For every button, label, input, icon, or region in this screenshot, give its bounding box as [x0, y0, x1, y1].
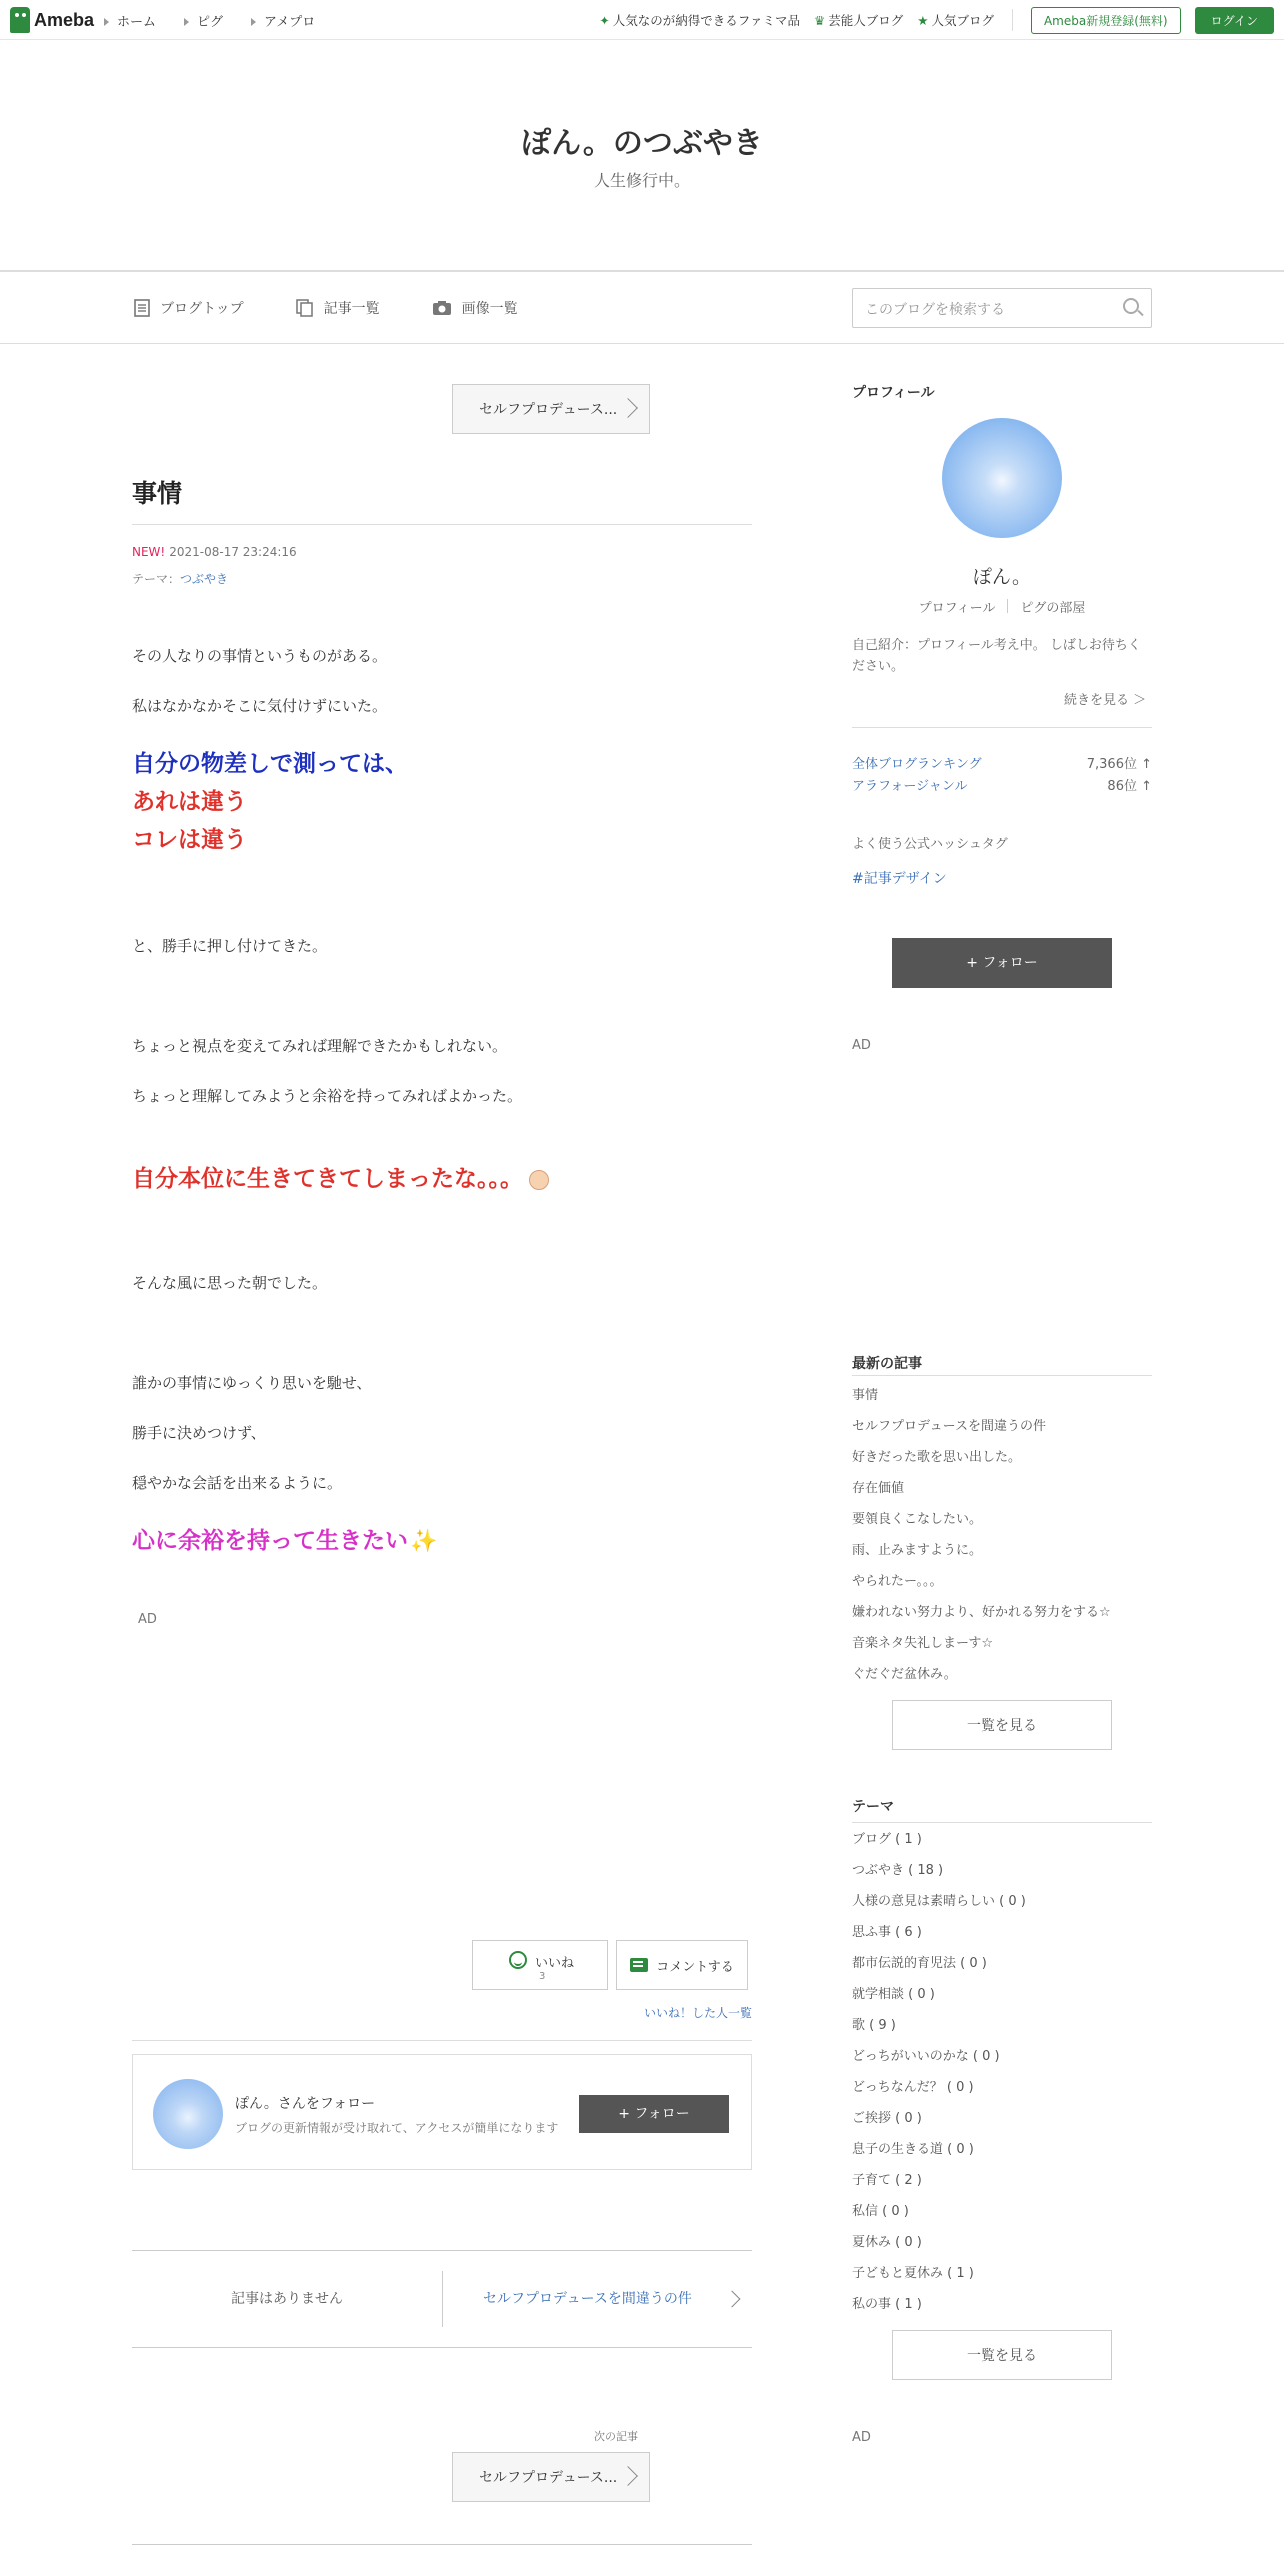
pig-room-link[interactable]: ピグの部屋 — [1020, 601, 1086, 616]
blog-subtitle: 人生修行中。 — [593, 171, 690, 190]
nav-home[interactable] — [104, 11, 156, 30]
theme-item[interactable]: 都市伝説的育児法 ( 0 ) — [852, 1956, 987, 1971]
promo-popular-blog[interactable] — [917, 11, 994, 29]
global-promos — [599, 0, 1274, 40]
latest-item[interactable]: セルフプロデュースを間違うの件 — [852, 1419, 1046, 1434]
theme-more-button[interactable]: 一覧を見る — [892, 2330, 1112, 2380]
promo-celebrity-label: 芸能人ブログ — [828, 13, 904, 28]
smile-icon — [509, 1951, 527, 1969]
profile-links — [852, 597, 1152, 616]
profile-intro: 自己紹介：プロフィール考え中。 しばしお待ちください。 — [852, 638, 1141, 674]
next-article-link-label: セルフプロデュースを間違うの件 — [483, 2291, 692, 2307]
nav-image-list[interactable] — [432, 298, 518, 318]
liked-users-link[interactable]: いいね！した人一覧 — [644, 2006, 753, 2020]
ameba-logo-icon — [10, 7, 30, 33]
promo-famima[interactable] — [599, 11, 800, 29]
ranking-label[interactable]: 全体ブログランキング — [852, 757, 982, 772]
like-count: 3 — [539, 1971, 546, 1982]
search-icon[interactable] — [1123, 298, 1139, 314]
nav-blog-top[interactable] — [134, 298, 244, 318]
ranking-value: 86位 ↑ — [1107, 779, 1152, 794]
latest-heading: 最新の記事 — [852, 1356, 922, 1372]
profile-avatar[interactable] — [942, 418, 1062, 538]
theme-item[interactable]: ご挨拶 ( 0 ) — [852, 2111, 922, 2126]
latest-item[interactable]: ぐだぐだ盆休み。 — [852, 1667, 957, 1682]
chevron-right-icon — [618, 398, 638, 418]
body-emphasis-text: 心に余裕を持って生きたい — [132, 1528, 408, 1554]
profile-link[interactable]: プロフィール — [918, 601, 996, 616]
divider — [852, 727, 1152, 728]
nav-amepro-label: アメプロ — [264, 14, 316, 30]
sparkles-emoji-icon: ✨ — [410, 1529, 438, 1554]
body-paragraph: 勝手に決めつけず、 — [132, 1424, 266, 1442]
ad-label: AD — [852, 2430, 871, 2445]
blog-nav-items — [134, 272, 518, 344]
next-article-button-bottom[interactable] — [452, 2452, 650, 2502]
body-emphasis-red: コレは違う — [132, 827, 247, 853]
triangle-icon — [251, 18, 256, 26]
body-emphasis-blue: 自分の物差しで測っては、 — [132, 751, 408, 777]
ad-label: AD — [138, 1612, 157, 1627]
ranking-row — [852, 775, 1152, 794]
document-icon — [134, 299, 150, 317]
body-emphasis-red: あれは違う — [132, 789, 247, 815]
promo-popular-label: 人気ブログ — [931, 13, 994, 28]
body-paragraph: 誰かの事情にゆっくり思いを馳せ、 — [132, 1374, 372, 1392]
follow-box — [132, 2054, 752, 2170]
nav-blog-top-label: ブログトップ — [160, 301, 244, 317]
new-badge: NEW! — [132, 545, 166, 559]
search-placeholder: このブログを検索する — [865, 302, 1005, 318]
hashtag-link[interactable]: #記事デザイン — [852, 871, 947, 887]
theme-item[interactable]: 子どもと夏休み ( 1 ) — [852, 2266, 974, 2281]
nav-pigg-label: ピグ — [197, 14, 224, 30]
promo-famima-label: 人気なのが納得できるファミマ品 — [612, 13, 800, 28]
camera-icon — [432, 300, 452, 316]
follow-description: ブログの更新情報が受け取れて、アクセスが簡単になります — [235, 2121, 559, 2135]
body-paragraph: その人なりの事情というものがある。 — [132, 647, 388, 665]
theme-item[interactable]: 就学相談 ( 0 ) — [852, 1987, 935, 2002]
login-button[interactable]: ログイン — [1195, 7, 1274, 34]
divider — [852, 1822, 1152, 1823]
theme-heading: テーマ — [852, 1799, 894, 1815]
comment-label: コメントする — [656, 1959, 734, 1975]
theme-item[interactable]: ブログ ( 1 ) — [852, 1832, 922, 1847]
theme-item[interactable]: どっちなんだ？ ( 0 ) — [852, 2080, 974, 2095]
star-icon: ★ — [917, 13, 929, 28]
follow-button[interactable]: + フォロー — [579, 2095, 729, 2133]
body-paragraph: 穏やかな会話を出来るように。 — [132, 1474, 343, 1492]
theme-item[interactable]: 子育て ( 2 ) — [852, 2173, 922, 2188]
divider — [1007, 599, 1008, 613]
body-emphasis-magenta — [132, 1522, 437, 1555]
article-pager — [132, 2250, 752, 2348]
latest-item[interactable]: 雨、止みますように。 — [852, 1543, 983, 1558]
follow-name: ぽん。さんをフォロー — [235, 2096, 376, 2112]
theme-item[interactable]: 人様の意見は素晴らしい ( 0 ) — [852, 1894, 1026, 1909]
logo-text: Ameba — [34, 9, 95, 30]
next-article-label: セルフプロデュース... — [479, 402, 618, 418]
theme-item[interactable]: どっちがいいのかな ( 0 ) — [852, 2049, 1000, 2064]
theme-item[interactable]: つぶやき ( 18 ) — [852, 1863, 944, 1878]
nav-image-list-label: 画像一覧 — [461, 301, 518, 317]
avatar[interactable] — [153, 2079, 223, 2149]
latest-item[interactable]: 存在価値 — [852, 1481, 905, 1496]
hashtag-heading: よく使う公式ハッシュタグ — [852, 837, 1008, 852]
divider — [132, 2544, 752, 2545]
latest-item[interactable]: 嫌われない努力より、好かれる努力をする☆ — [852, 1605, 1111, 1620]
body-paragraph: そんな風に思った朝でした。 — [132, 1274, 328, 1292]
divider — [132, 2040, 752, 2041]
nav-pigg[interactable] — [184, 11, 223, 30]
next-article-link[interactable] — [443, 2251, 752, 2347]
crown-icon: ♛ — [814, 13, 826, 28]
theme-item[interactable]: 夏休み ( 0 ) — [852, 2235, 922, 2250]
entry-title[interactable]: 事情 — [132, 479, 183, 508]
entry-datetime: 2021-08-17 23:24:16 — [169, 545, 297, 559]
ranking-row — [852, 753, 1152, 772]
face-emoji-icon — [529, 1170, 549, 1190]
register-button[interactable]: Ameba新規登録(無料) — [1031, 7, 1181, 34]
theme-item[interactable]: 息子の生きる道 ( 0 ) — [852, 2142, 974, 2157]
body-paragraph: と、勝手に押し付けてきた。 — [132, 937, 328, 955]
promo-celebrity-blog[interactable] — [814, 11, 903, 29]
nav-amepro[interactable] — [251, 11, 315, 30]
profile-more-link[interactable]: 続きを見る ＞ — [1064, 693, 1147, 708]
entry-date — [132, 545, 297, 559]
global-header — [0, 0, 1284, 40]
latest-more-button[interactable]: 一覧を見る — [892, 1700, 1112, 1750]
profile-name[interactable]: ぽん。 — [972, 566, 1032, 588]
divider — [132, 524, 752, 525]
body-paragraph: ちょっと理解してみようと余裕を持ってみればよかった。 — [132, 1087, 523, 1105]
theme-list — [852, 1830, 1152, 2326]
theme-item[interactable]: 思ふ事 ( 6 ) — [852, 1925, 922, 1940]
triangle-icon — [104, 18, 109, 26]
divider — [852, 1375, 1152, 1376]
theme-item[interactable]: 歌 ( 9 ) — [852, 2018, 896, 2033]
entry-theme — [132, 570, 228, 587]
latest-item[interactable]: 好きだった歌を思い出した。 — [852, 1450, 1022, 1465]
prev-article-empty: 記事はありません — [231, 2291, 343, 2307]
theme-item[interactable]: 私の事 ( 1 ) — [852, 2297, 922, 2312]
theme-link[interactable]: つぶやき — [180, 572, 229, 586]
triangle-icon — [184, 18, 189, 26]
body-paragraph: ちょっと視点を変えてみれば理解できたかもしれない。 — [132, 1037, 508, 1055]
theme-item[interactable]: 私信 ( 0 ) — [852, 2204, 909, 2219]
latest-item[interactable]: 音楽ネタ失礼しまーす☆ — [852, 1636, 994, 1651]
latest-list — [852, 1386, 1152, 1696]
next-article-caption: 次の記事 — [594, 2430, 638, 2443]
ad-label: AD — [852, 1038, 871, 1053]
blog-navbar — [0, 270, 1284, 344]
profile-heading: プロフィール — [852, 385, 935, 401]
nav-home-label: ホーム — [117, 14, 157, 30]
comment-icon — [630, 1958, 648, 1972]
latest-item[interactable]: 事情 — [852, 1388, 879, 1403]
nav-article-list[interactable] — [296, 298, 380, 318]
chevron-right-icon — [618, 2466, 638, 2486]
blog-title[interactable]: ぽん。のつぶやき — [521, 126, 763, 161]
like-label: いいね — [535, 1956, 575, 1971]
global-nav — [104, 0, 315, 40]
ameba-logo[interactable] — [10, 6, 94, 34]
theme-prefix: テーマ： — [132, 572, 181, 586]
next-article-label: セルフプロデュース... — [479, 2470, 618, 2486]
comment-button[interactable] — [616, 1940, 748, 1990]
latest-item[interactable]: やられたー。。。 — [852, 1574, 943, 1589]
body-emphasis-red — [132, 1160, 549, 1193]
divider — [1012, 9, 1013, 31]
sparkle-icon: ✦ — [599, 13, 610, 28]
body-emphasis-text: 自分本位に生きてきてしまったな。。。 — [132, 1166, 523, 1192]
next-article-button-top[interactable] — [452, 384, 650, 434]
nav-article-list-label: 記事一覧 — [323, 301, 380, 317]
sidebar-follow-button[interactable]: + フォロー — [892, 938, 1112, 988]
latest-item[interactable]: 要領良くこなしたい。 — [852, 1512, 983, 1527]
like-button[interactable] — [472, 1940, 608, 1990]
ranking-label[interactable]: アラフォージャンル — [852, 779, 968, 794]
copy-icon — [296, 299, 314, 317]
ranking-value: 7,366位 ↑ — [1086, 757, 1152, 772]
blog-search-input[interactable] — [852, 288, 1152, 328]
body-paragraph: 私はなかなかそこに気付けずにいた。 — [132, 697, 388, 715]
